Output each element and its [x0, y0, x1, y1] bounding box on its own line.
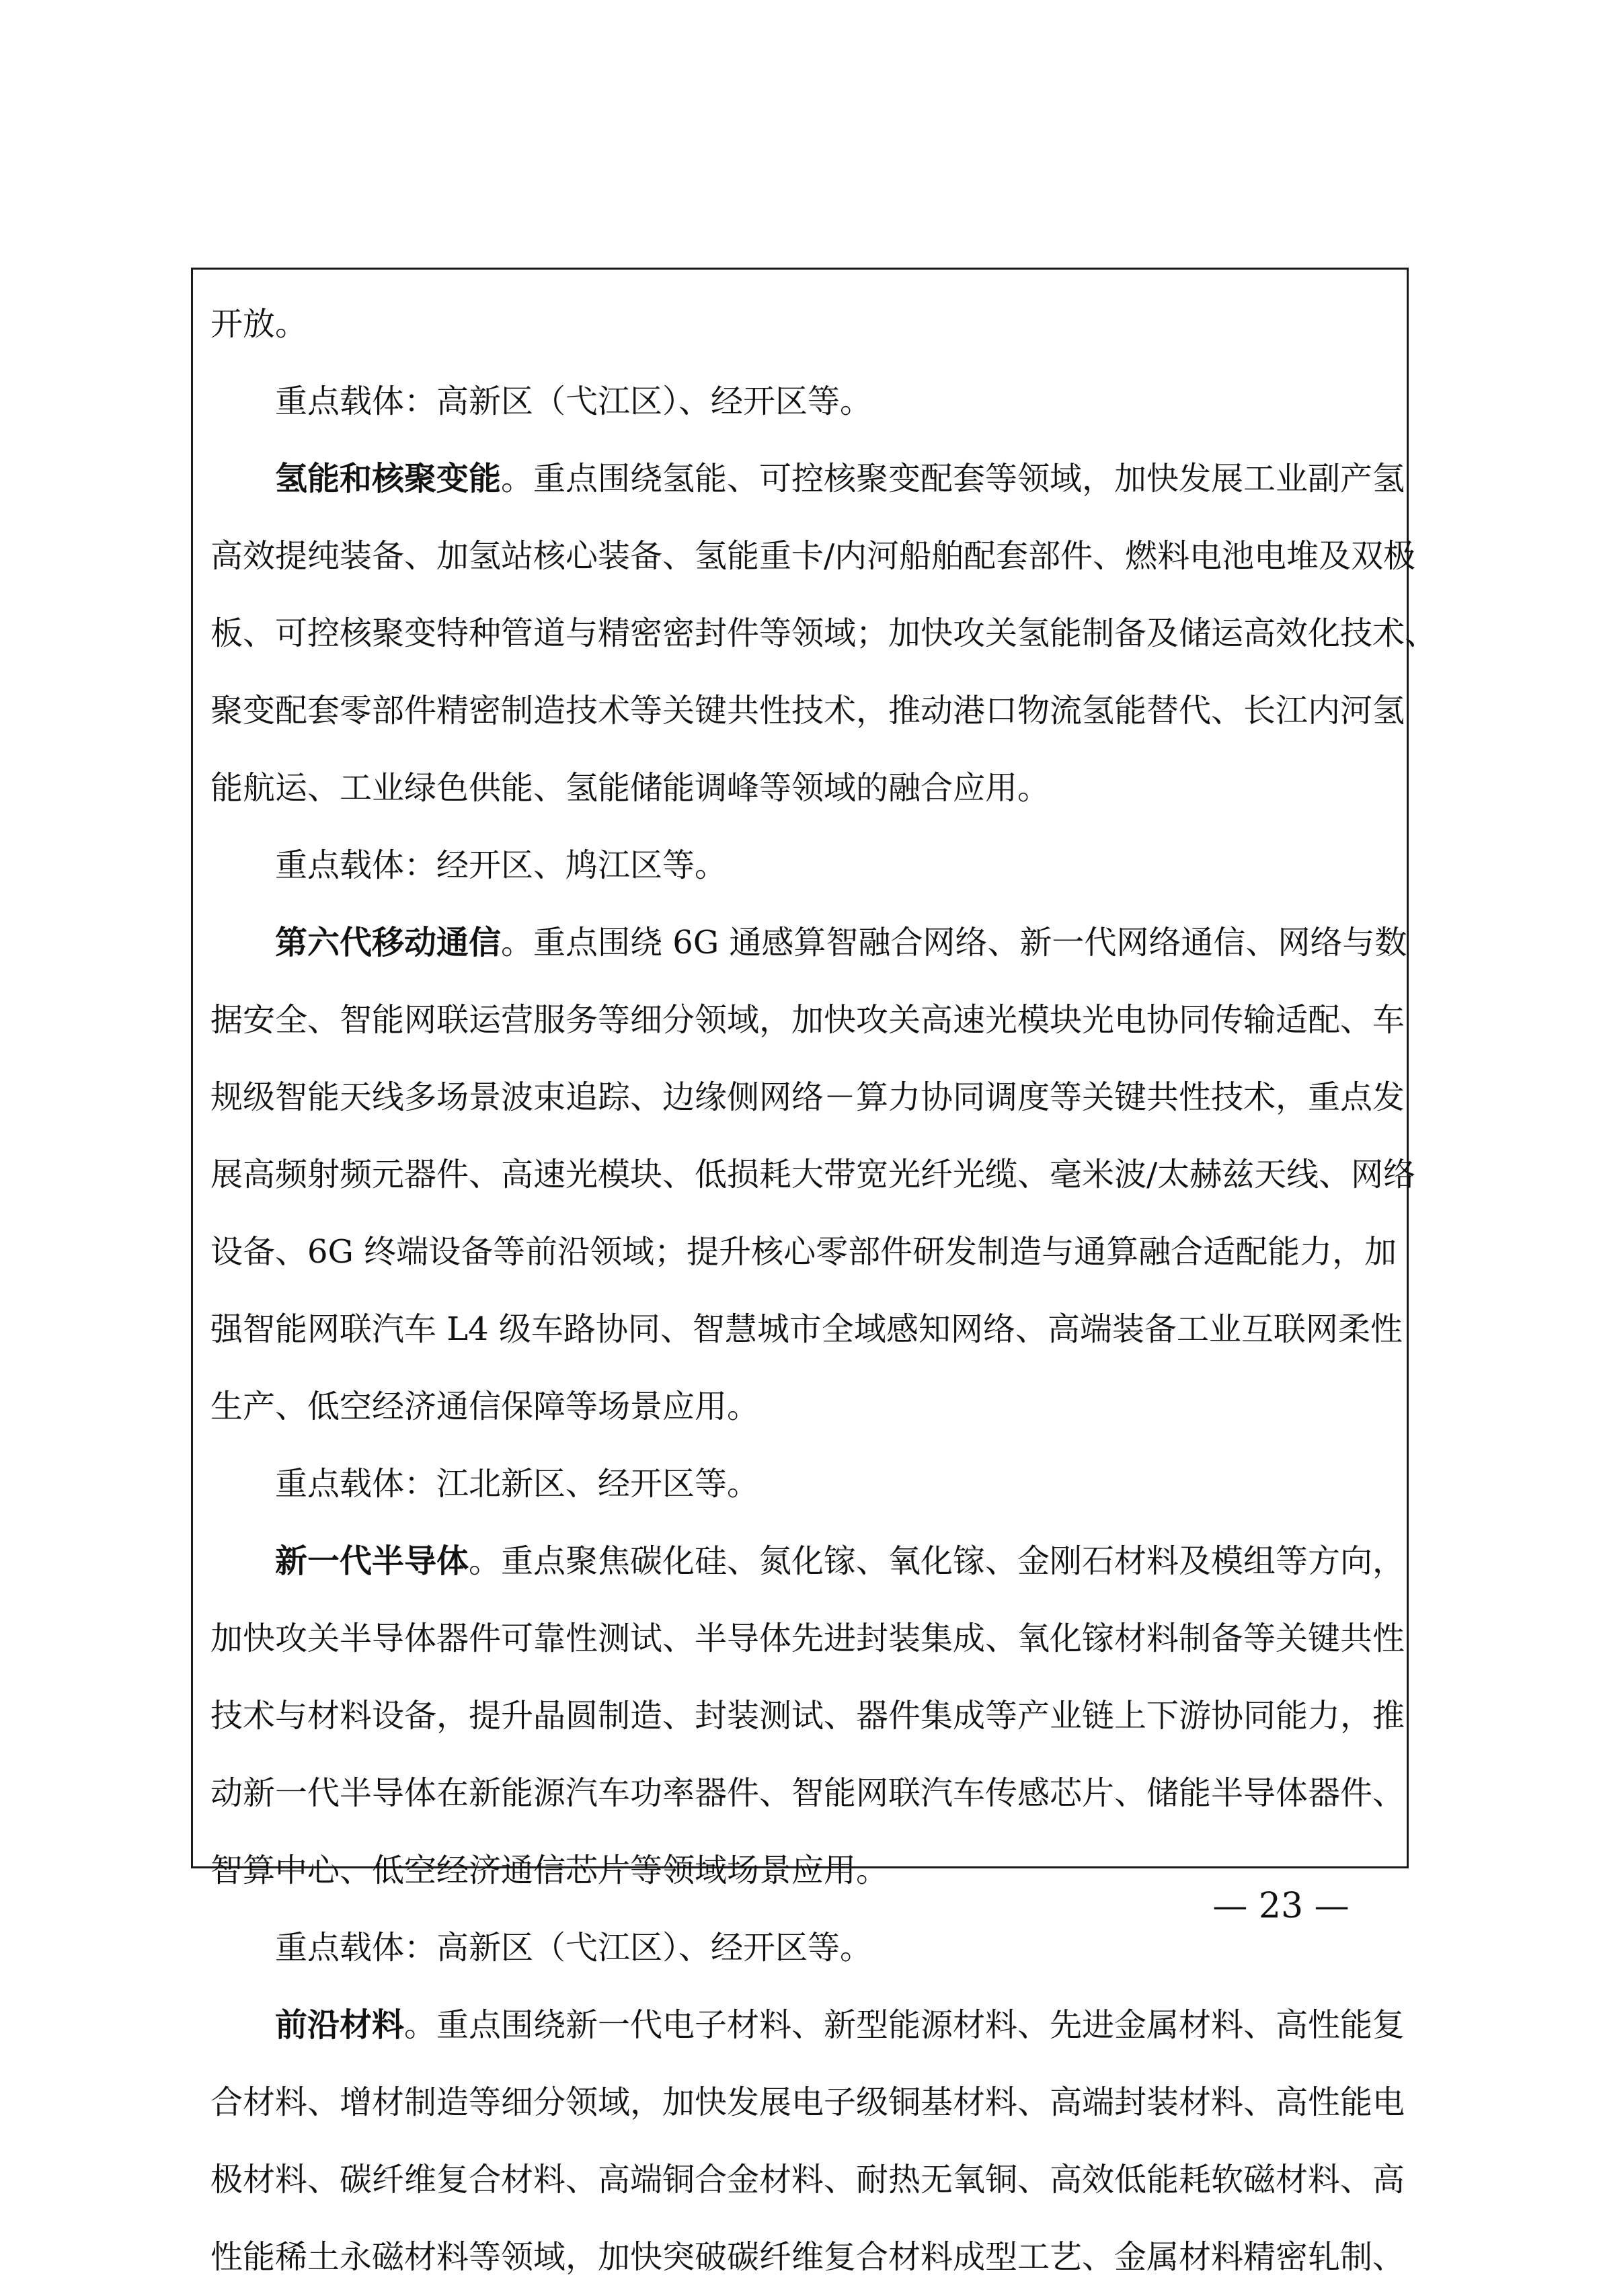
text-line: [210, 904, 1407, 982]
text-line: [210, 440, 1405, 518]
carrier-line: 重点载体：高新区（弋江区）、经开区等。: [275, 383, 873, 420]
text-line: [210, 1523, 1405, 1600]
body-text: [210, 286, 1438, 2296]
text-line: [210, 1987, 1405, 2064]
text-run: 。重点围绕新一代电子材料、新型能源材料、先进金属材料、高性能复: [404, 2006, 1405, 2044]
text-line: 开放。: [210, 305, 308, 343]
text-line: 生产、低空经济通信保障等场景应用。: [210, 1388, 760, 1425]
carrier-line: 重点载体：高新区（弋江区）、经开区等。: [275, 1929, 873, 1967]
carrier-line: 重点载体：江北新区、经开区等。: [275, 1465, 760, 1503]
carrier-line: 重点载体：经开区、鸠江区等。: [275, 846, 728, 884]
text-line: 动新一代半导体在新能源汽车功率器件、智能网联汽车传感芯片、储能半导体器件、: [210, 1774, 1405, 1812]
text-line: 板、可控核聚变特种管道与精密密封件等领域；加快攻关氢能制备及储运高效化技术、: [210, 615, 1438, 652]
section-heading: 前沿材料: [275, 2006, 405, 2044]
page-number: — 23 —: [1212, 1886, 1350, 1926]
text-line: 展高频射频元器件、高速光模块、低损耗大带宽光纤光缆、毫米波/太赫兹天线、网络: [210, 1156, 1416, 1193]
text-run: 。重点围绕氢能、可控核聚变配套等领域，加快发展工业副产氢: [501, 460, 1405, 498]
text-line: 高效提纯装备、加氢站核心装备、氢能重卡/内河船舶配套部件、燃料电池电堆及双极: [210, 537, 1416, 575]
text-run: 。重点围绕 6G 通感算智融合网络、新一代网络通信、网络与数: [501, 924, 1407, 961]
section-heading: 新一代半导体: [275, 1542, 469, 1580]
text-line: 规级智能天线多场景波束追踪、边缘侧网络－算力协同调度等关键共性技术，重点发: [210, 1078, 1405, 1116]
text-line: 聚变配套零部件精密制造技术等关键共性技术，推动港口物流氢能替代、长江内河氢: [210, 692, 1405, 729]
section-heading: 氢能和核聚变能: [275, 460, 502, 498]
text-line: 据安全、智能网联运营服务等细分领域，加快攻关高速光模块光电协同传输适配、车: [210, 1001, 1405, 1039]
section-heading: 第六代移动通信: [275, 924, 502, 961]
text-line: 强智能网联汽车 L4 级车路协同、智慧城市全域感知网络、高端装备工业互联网柔性: [210, 1310, 1403, 1348]
text-line: 能航运、工业绿色供能、氢能储能调峰等领域的融合应用。: [210, 769, 1050, 807]
text-line: 加快攻关半导体器件可靠性测试、半导体先进封装集成、氧化镓材料制备等关键共性: [210, 1620, 1405, 1657]
text-line: 技术与材料设备，提升晶圆制造、封装测试、器件集成等产业链上下游协同能力，推: [210, 1697, 1405, 1735]
text-line: 极材料、碳纤维复合材料、高端铜合金材料、耐热无氧铜、高效低能耗软磁材料、高: [210, 2161, 1405, 2199]
text-line: 设备、6G 终端设备等前沿领域；提升核心零部件研发制造与通算融合适配能力，加: [210, 1233, 1397, 1271]
text-line: 合材料、增材制造等细分领域，加快发展电子级铜基材料、高端封装材料、高性能电: [210, 2084, 1405, 2121]
text-line: 性能稀土永磁材料等领域，加快突破碳纤维复合材料成型工艺、金属材料精密轧制、: [210, 2238, 1405, 2276]
text-line: 智算中心、低空经济通信芯片等领域场景应用。: [210, 1852, 889, 1889]
text-run: 。重点聚焦碳化硅、氮化镓、氧化镓、金刚石材料及模组等方向，: [469, 1542, 1405, 1580]
